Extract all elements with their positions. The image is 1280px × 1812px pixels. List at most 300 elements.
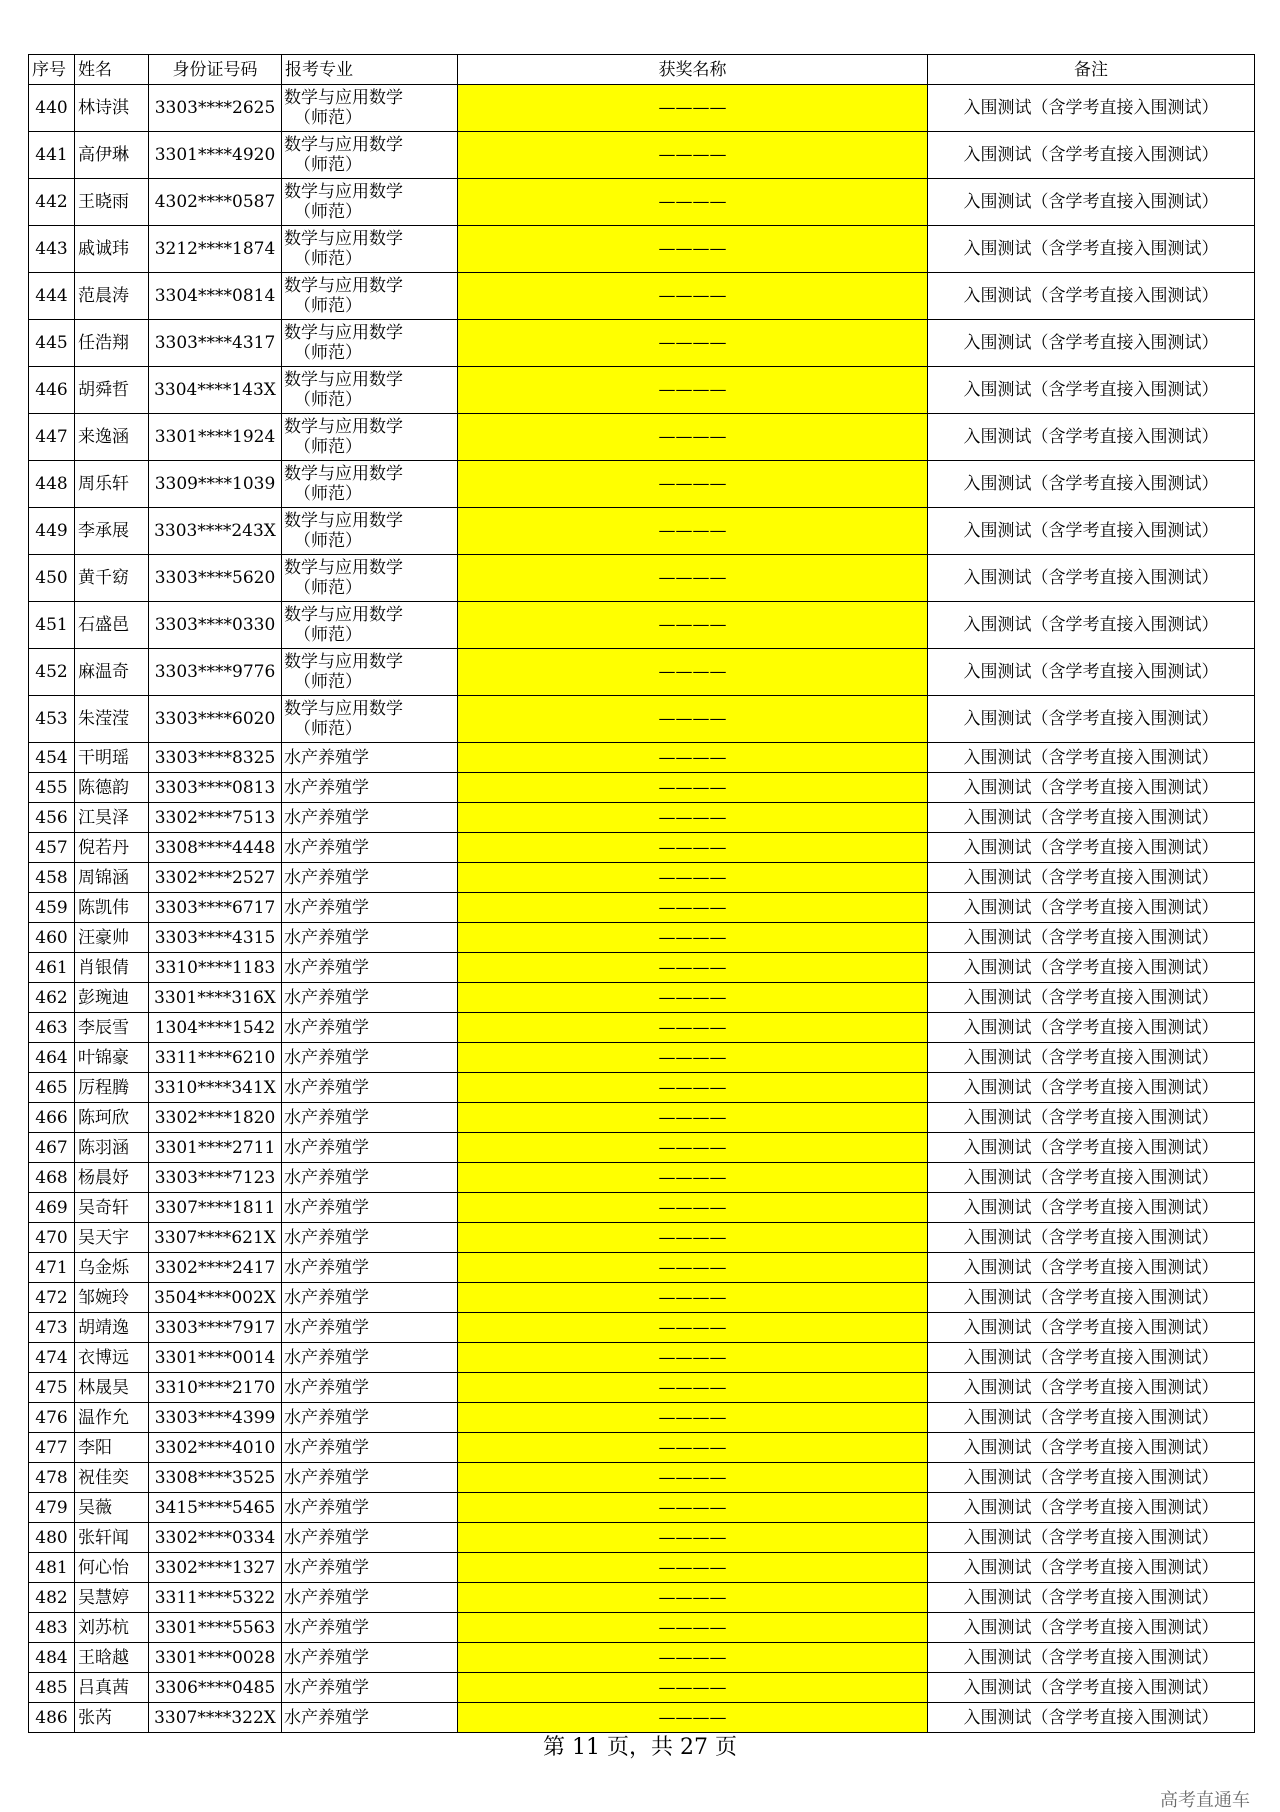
row-seq: 446 <box>29 367 75 414</box>
row-seq: 443 <box>29 226 75 273</box>
table-row <box>29 1043 1255 1073</box>
table-row <box>29 1523 1255 1553</box>
row-seq: 441 <box>29 132 75 179</box>
table-row <box>29 1163 1255 1193</box>
row-award: ———— <box>458 1343 928 1373</box>
row-name: 彭琬迪 <box>75 983 149 1013</box>
row-note: 入围测试（含学考直接入围测试） <box>928 1613 1255 1643</box>
roster-table <box>28 54 1255 1733</box>
row-name: 胡靖逸 <box>75 1313 149 1343</box>
major-line-sub: （师范） <box>294 578 362 598</box>
row-award: ———— <box>458 1253 928 1283</box>
table-row <box>29 863 1255 893</box>
table-row <box>29 179 1255 226</box>
row-note: 入围测试（含学考直接入围测试） <box>928 1403 1255 1433</box>
row-seq: 464 <box>29 1043 75 1073</box>
row-major <box>282 1283 458 1313</box>
row-award: ———— <box>458 1523 928 1553</box>
row-id-number: 3302****2527 <box>149 863 282 893</box>
row-major <box>282 1193 458 1223</box>
row-note: 入围测试（含学考直接入围测试） <box>928 1703 1255 1733</box>
row-id-number: 3303****7917 <box>149 1313 282 1343</box>
major-line: 水产养殖学 <box>284 1317 369 1338</box>
row-major <box>282 923 458 953</box>
row-name: 麻温奇 <box>75 649 149 696</box>
row-note: 入围测试（含学考直接入围测试） <box>928 273 1255 320</box>
table-row <box>29 953 1255 983</box>
major-line: 数学与应用数学 <box>284 511 403 531</box>
row-seq: 451 <box>29 602 75 649</box>
major-line: 水产养殖学 <box>284 747 369 768</box>
row-note: 入围测试（含学考直接入围测试） <box>928 132 1255 179</box>
row-seq: 474 <box>29 1343 75 1373</box>
table-row <box>29 273 1255 320</box>
row-note: 入围测试（含学考直接入围测试） <box>928 367 1255 414</box>
row-seq: 445 <box>29 320 75 367</box>
row-name: 吴薇 <box>75 1493 149 1523</box>
row-name: 江昊泽 <box>75 803 149 833</box>
major-line-sub: （师范） <box>294 249 362 269</box>
table-row <box>29 461 1255 508</box>
table-row <box>29 1073 1255 1103</box>
row-note: 入围测试（含学考直接入围测试） <box>928 893 1255 923</box>
row-name: 倪若丹 <box>75 833 149 863</box>
major-line: 数学与应用数学 <box>284 417 403 437</box>
table-row <box>29 1493 1255 1523</box>
row-name: 戚诚玮 <box>75 226 149 273</box>
major-line: 水产养殖学 <box>284 1377 369 1398</box>
major-line: 水产养殖学 <box>284 1167 369 1188</box>
major-line: 数学与应用数学 <box>284 323 403 343</box>
row-major <box>282 1223 458 1253</box>
row-award: ———— <box>458 1643 928 1673</box>
row-major <box>282 1133 458 1163</box>
row-note: 入围测试（含学考直接入围测试） <box>928 1103 1255 1133</box>
row-id-number: 3303****5620 <box>149 555 282 602</box>
row-award: ———— <box>458 1283 928 1313</box>
major-line: 水产养殖学 <box>284 1047 369 1068</box>
row-id-number: 3311****6210 <box>149 1043 282 1073</box>
major-line: 水产养殖学 <box>284 1197 369 1218</box>
row-note: 入围测试（含学考直接入围测试） <box>928 508 1255 555</box>
table-row <box>29 1583 1255 1613</box>
row-award: ———— <box>458 1583 928 1613</box>
header-name: 姓名 <box>75 55 149 85</box>
major-line: 水产养殖学 <box>284 1467 369 1488</box>
row-note: 入围测试（含学考直接入围测试） <box>928 1643 1255 1673</box>
table-row <box>29 649 1255 696</box>
row-award: ———— <box>458 833 928 863</box>
row-id-number: 3303****4315 <box>149 923 282 953</box>
row-id-number: 3310****341X <box>149 1073 282 1103</box>
table-row <box>29 1673 1255 1703</box>
row-major <box>282 1493 458 1523</box>
row-major <box>282 696 458 743</box>
row-id-number: 3309****1039 <box>149 461 282 508</box>
row-award: ———— <box>458 1013 928 1043</box>
row-note: 入围测试（含学考直接入围测试） <box>928 1013 1255 1043</box>
major-line: 水产养殖学 <box>284 777 369 798</box>
table-row <box>29 833 1255 863</box>
row-award: ———— <box>458 1313 928 1343</box>
table-row <box>29 773 1255 803</box>
row-award: ———— <box>458 1163 928 1193</box>
row-id-number: 3303****2625 <box>149 85 282 132</box>
row-note: 入围测试（含学考直接入围测试） <box>928 1523 1255 1553</box>
row-seq: 450 <box>29 555 75 602</box>
row-seq: 447 <box>29 414 75 461</box>
row-seq: 440 <box>29 85 75 132</box>
row-major <box>282 1343 458 1373</box>
row-major <box>282 1373 458 1403</box>
row-name: 刘苏杭 <box>75 1613 149 1643</box>
row-major <box>282 1523 458 1553</box>
row-seq: 473 <box>29 1313 75 1343</box>
row-major <box>282 1433 458 1463</box>
major-line: 水产养殖学 <box>284 1077 369 1098</box>
row-id-number: 3307****1811 <box>149 1193 282 1223</box>
major-line: 水产养殖学 <box>284 1227 369 1248</box>
table-row <box>29 1013 1255 1043</box>
row-note: 入围测试（含学考直接入围测试） <box>928 1253 1255 1283</box>
row-seq: 469 <box>29 1193 75 1223</box>
row-note: 入围测试（含学考直接入围测试） <box>928 320 1255 367</box>
major-line: 数学与应用数学 <box>284 558 403 578</box>
table-row <box>29 923 1255 953</box>
row-id-number: 3303****6717 <box>149 893 282 923</box>
major-line: 数学与应用数学 <box>284 135 403 155</box>
row-name: 李辰雪 <box>75 1013 149 1043</box>
row-award: ———— <box>458 1043 928 1073</box>
table-row <box>29 1463 1255 1493</box>
row-id-number: 3303****4399 <box>149 1403 282 1433</box>
row-seq: 475 <box>29 1373 75 1403</box>
row-note: 入围测试（含学考直接入围测试） <box>928 85 1255 132</box>
row-id-number: 3301****5563 <box>149 1613 282 1643</box>
row-major <box>282 132 458 179</box>
row-award: ———— <box>458 1103 928 1133</box>
watermark: 高考直通车 <box>1160 1790 1250 1811</box>
row-major <box>282 1163 458 1193</box>
row-name: 周锦涵 <box>75 863 149 893</box>
row-major <box>282 555 458 602</box>
major-line-sub: （师范） <box>294 108 362 128</box>
table-row <box>29 1283 1255 1313</box>
row-major <box>282 367 458 414</box>
table-row <box>29 1433 1255 1463</box>
row-award: ———— <box>458 743 928 773</box>
row-name: 乌金烁 <box>75 1253 149 1283</box>
row-name: 温作允 <box>75 1403 149 1433</box>
major-line-sub: （师范） <box>294 719 362 739</box>
row-id-number: 1304****1542 <box>149 1013 282 1043</box>
table-row <box>29 1373 1255 1403</box>
row-note: 入围测试（含学考直接入围测试） <box>928 953 1255 983</box>
major-line: 水产养殖学 <box>284 1647 369 1668</box>
row-note: 入围测试（含学考直接入围测试） <box>928 1313 1255 1343</box>
row-note: 入围测试（含学考直接入围测试） <box>928 1043 1255 1073</box>
row-seq: 471 <box>29 1253 75 1283</box>
row-major <box>282 743 458 773</box>
header-note: 备注 <box>928 55 1255 85</box>
major-line: 水产养殖学 <box>284 807 369 828</box>
row-name: 高伊琳 <box>75 132 149 179</box>
row-seq: 478 <box>29 1463 75 1493</box>
row-note: 入围测试（含学考直接入围测试） <box>928 1583 1255 1613</box>
row-award: ———— <box>458 1433 928 1463</box>
major-line: 水产养殖学 <box>284 1017 369 1038</box>
row-award: ———— <box>458 1673 928 1703</box>
major-line: 水产养殖学 <box>284 867 369 888</box>
row-award: ———— <box>458 893 928 923</box>
table-row <box>29 1193 1255 1223</box>
major-line-sub: （师范） <box>294 296 362 316</box>
major-line: 水产养殖学 <box>284 1347 369 1368</box>
row-major <box>282 1703 458 1733</box>
row-note: 入围测试（含学考直接入围测试） <box>928 696 1255 743</box>
table-row <box>29 1133 1255 1163</box>
row-id-number: 3308****3525 <box>149 1463 282 1493</box>
row-seq: 442 <box>29 179 75 226</box>
major-line: 数学与应用数学 <box>284 88 403 108</box>
row-major <box>282 85 458 132</box>
row-name: 衣博远 <box>75 1343 149 1373</box>
row-award: ———— <box>458 320 928 367</box>
row-major <box>282 1313 458 1343</box>
row-seq: 482 <box>29 1583 75 1613</box>
row-seq: 453 <box>29 696 75 743</box>
row-name: 林诗淇 <box>75 85 149 132</box>
row-seq: 480 <box>29 1523 75 1553</box>
table-row <box>29 602 1255 649</box>
row-award: ———— <box>458 414 928 461</box>
row-award: ———— <box>458 803 928 833</box>
major-line: 数学与应用数学 <box>284 464 403 484</box>
row-award: ———— <box>458 1493 928 1523</box>
row-seq: 465 <box>29 1073 75 1103</box>
row-id-number: 3302****0334 <box>149 1523 282 1553</box>
row-note: 入围测试（含学考直接入围测试） <box>928 1283 1255 1313</box>
row-major <box>282 1103 458 1133</box>
row-id-number: 3311****5322 <box>149 1583 282 1613</box>
table-row <box>29 743 1255 773</box>
row-note: 入围测试（含学考直接入围测试） <box>928 1163 1255 1193</box>
major-line: 水产养殖学 <box>284 1587 369 1608</box>
row-major <box>282 1253 458 1283</box>
row-award: ———— <box>458 863 928 893</box>
row-note: 入围测试（含学考直接入围测试） <box>928 555 1255 602</box>
row-note: 入围测试（含学考直接入围测试） <box>928 1133 1255 1163</box>
row-note: 入围测试（含学考直接入围测试） <box>928 1493 1255 1523</box>
row-major <box>282 273 458 320</box>
row-note: 入围测试（含学考直接入围测试） <box>928 833 1255 863</box>
row-name: 邹婉玲 <box>75 1283 149 1313</box>
major-line: 水产养殖学 <box>284 927 369 948</box>
row-name: 吴天宇 <box>75 1223 149 1253</box>
row-name: 干明瑶 <box>75 743 149 773</box>
major-line: 水产养殖学 <box>284 837 369 858</box>
row-name: 石盛邑 <box>75 602 149 649</box>
row-id-number: 3301****0014 <box>149 1343 282 1373</box>
row-name: 厉程腾 <box>75 1073 149 1103</box>
row-note: 入围测试（含学考直接入围测试） <box>928 1193 1255 1223</box>
row-name: 祝佳奕 <box>75 1463 149 1493</box>
row-award: ———— <box>458 132 928 179</box>
row-seq: 477 <box>29 1433 75 1463</box>
row-note: 入围测试（含学考直接入围测试） <box>928 179 1255 226</box>
row-note: 入围测试（含学考直接入围测试） <box>928 1373 1255 1403</box>
row-major <box>282 1463 458 1493</box>
table-row <box>29 1553 1255 1583</box>
row-seq: 484 <box>29 1643 75 1673</box>
table-row <box>29 803 1255 833</box>
row-seq: 458 <box>29 863 75 893</box>
table-row <box>29 367 1255 414</box>
row-id-number: 3301****4920 <box>149 132 282 179</box>
row-note: 入围测试（含学考直接入围测试） <box>928 1223 1255 1253</box>
major-line: 数学与应用数学 <box>284 370 403 390</box>
row-id-number: 3303****0813 <box>149 773 282 803</box>
row-major <box>282 602 458 649</box>
row-seq: 456 <box>29 803 75 833</box>
row-id-number: 3212****1874 <box>149 226 282 273</box>
row-award: ———— <box>458 773 928 803</box>
major-line: 数学与应用数学 <box>284 229 403 249</box>
row-name: 杨晨妤 <box>75 1163 149 1193</box>
row-id-number: 3304****0814 <box>149 273 282 320</box>
row-name: 王晓雨 <box>75 179 149 226</box>
header-seq: 序号 <box>29 55 75 85</box>
row-seq: 483 <box>29 1613 75 1643</box>
row-major <box>282 179 458 226</box>
table-row <box>29 414 1255 461</box>
row-note: 入围测试（含学考直接入围测试） <box>928 461 1255 508</box>
row-seq: 486 <box>29 1703 75 1733</box>
row-name: 陈羽涵 <box>75 1133 149 1163</box>
row-name: 陈德韵 <box>75 773 149 803</box>
row-seq: 449 <box>29 508 75 555</box>
row-note: 入围测试（含学考直接入围测试） <box>928 226 1255 273</box>
row-award: ———— <box>458 179 928 226</box>
major-line: 水产养殖学 <box>284 1407 369 1428</box>
row-seq: 452 <box>29 649 75 696</box>
row-major <box>282 1073 458 1103</box>
major-line: 数学与应用数学 <box>284 182 403 202</box>
row-note: 入围测试（含学考直接入围测试） <box>928 983 1255 1013</box>
row-note: 入围测试（含学考直接入围测试） <box>928 743 1255 773</box>
row-award: ———— <box>458 1193 928 1223</box>
row-major <box>282 1013 458 1043</box>
header-award: 获奖名称 <box>458 55 928 85</box>
row-note: 入围测试（含学考直接入围测试） <box>928 1343 1255 1373</box>
major-line-sub: （师范） <box>294 484 362 504</box>
row-note: 入围测试（含学考直接入围测试） <box>928 602 1255 649</box>
row-award: ———— <box>458 649 928 696</box>
table-row <box>29 226 1255 273</box>
row-id-number: 3308****4448 <box>149 833 282 863</box>
major-line-sub: （师范） <box>294 390 362 410</box>
row-id-number: 3303****4317 <box>149 320 282 367</box>
row-award: ———— <box>458 1373 928 1403</box>
row-major <box>282 1403 458 1433</box>
row-id-number: 3304****143X <box>149 367 282 414</box>
row-name: 来逸涵 <box>75 414 149 461</box>
row-award: ———— <box>458 923 928 953</box>
table-row <box>29 1103 1255 1133</box>
row-id-number: 3303****9776 <box>149 649 282 696</box>
row-award: ———— <box>458 696 928 743</box>
row-note: 入围测试（含学考直接入围测试） <box>928 773 1255 803</box>
row-award: ———— <box>458 226 928 273</box>
row-name: 肖银倩 <box>75 953 149 983</box>
major-line: 数学与应用数学 <box>284 652 403 672</box>
row-note: 入围测试（含学考直接入围测试） <box>928 1673 1255 1703</box>
row-major <box>282 1673 458 1703</box>
row-id-number: 3504****002X <box>149 1283 282 1313</box>
row-award: ———— <box>458 1553 928 1583</box>
row-name: 朱滢滢 <box>75 696 149 743</box>
major-line: 水产养殖学 <box>284 1437 369 1458</box>
row-id-number: 3303****0330 <box>149 602 282 649</box>
row-seq: 455 <box>29 773 75 803</box>
row-name: 汪豪帅 <box>75 923 149 953</box>
row-award: ———— <box>458 602 928 649</box>
row-major <box>282 1043 458 1073</box>
row-note: 入围测试（含学考直接入围测试） <box>928 803 1255 833</box>
row-id-number: 3415****5465 <box>149 1493 282 1523</box>
row-major <box>282 226 458 273</box>
row-major <box>282 320 458 367</box>
row-seq: 448 <box>29 461 75 508</box>
table-row <box>29 696 1255 743</box>
row-seq: 463 <box>29 1013 75 1043</box>
row-note: 入围测试（含学考直接入围测试） <box>928 923 1255 953</box>
major-line-sub: （师范） <box>294 155 362 175</box>
row-major <box>282 1583 458 1613</box>
row-award: ———— <box>458 1073 928 1103</box>
row-note: 入围测试（含学考直接入围测试） <box>928 414 1255 461</box>
major-line-sub: （师范） <box>294 672 362 692</box>
row-id-number: 3301****2711 <box>149 1133 282 1163</box>
row-award: ———— <box>458 1613 928 1643</box>
row-award: ———— <box>458 953 928 983</box>
row-name: 何心怡 <box>75 1553 149 1583</box>
row-name: 林晟昊 <box>75 1373 149 1403</box>
row-name: 周乐轩 <box>75 461 149 508</box>
row-name: 任浩翔 <box>75 320 149 367</box>
row-name: 叶锦豪 <box>75 1043 149 1073</box>
row-award: ———— <box>458 461 928 508</box>
major-line: 水产养殖学 <box>284 1137 369 1158</box>
row-id-number: 3303****243X <box>149 508 282 555</box>
major-line: 水产养殖学 <box>284 1557 369 1578</box>
major-line: 水产养殖学 <box>284 1617 369 1638</box>
major-line: 水产养殖学 <box>284 897 369 918</box>
row-seq: 476 <box>29 1403 75 1433</box>
row-note: 入围测试（含学考直接入围测试） <box>928 863 1255 893</box>
row-seq: 457 <box>29 833 75 863</box>
row-award: ———— <box>458 273 928 320</box>
row-major <box>282 649 458 696</box>
major-line: 水产养殖学 <box>284 1287 369 1308</box>
row-id-number: 3302****1820 <box>149 1103 282 1133</box>
row-name: 李阳 <box>75 1433 149 1463</box>
row-major <box>282 803 458 833</box>
row-note: 入围测试（含学考直接入围测试） <box>928 649 1255 696</box>
row-award: ———— <box>458 508 928 555</box>
row-name: 陈珂欣 <box>75 1103 149 1133</box>
row-seq: 467 <box>29 1133 75 1163</box>
